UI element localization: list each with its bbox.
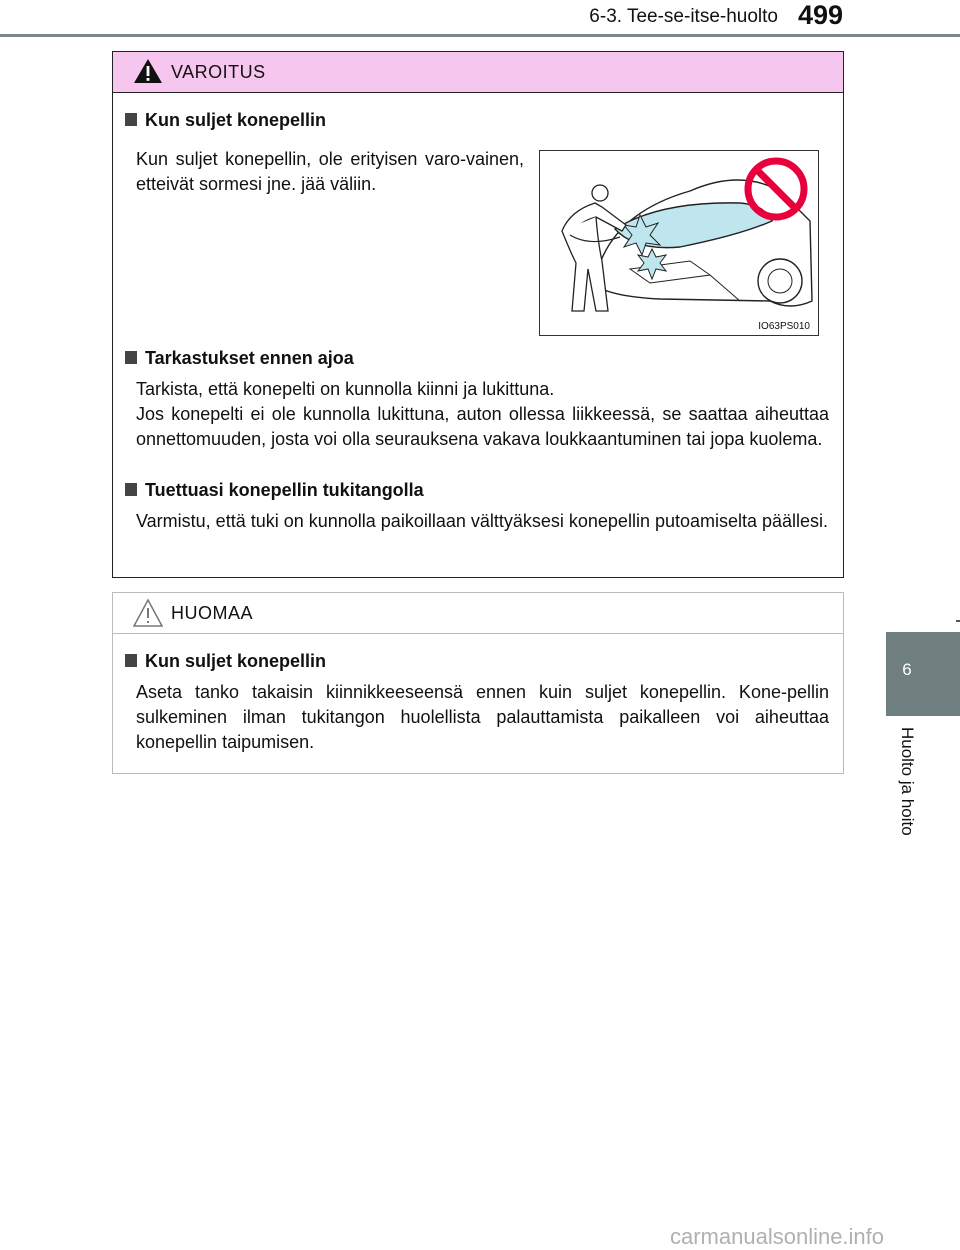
section-title: 6-3. Tee-se-itse-huolto (589, 6, 778, 27)
caution-outline-icon (133, 598, 163, 628)
warning-item-text: Tarkista, että konepelti on kunnolla kiinni ja lukittuna. (136, 379, 555, 399)
bullet-square-icon (125, 113, 137, 126)
illustration-code: IO63PS010 (758, 321, 810, 332)
bullet-square-icon (125, 654, 137, 667)
side-tick (956, 620, 960, 622)
warning-header (113, 52, 843, 93)
chapter-number: 6 (902, 660, 912, 679)
hood-closing-illustration (539, 150, 819, 336)
warning-item-heading: Tarkastukset ennen ajoa (125, 348, 354, 369)
notice-header (113, 593, 843, 634)
warning-item-text: Jos konepelti ei ole kunnolla lukittuna, auton ollessa liikkeessä, se saattaa aiheuttaa onnettomuuden, josta voi olla seurauksena vakava loukkaantuminen tai jopa kuolema. (136, 404, 829, 449)
chapter-title: Huolto ja hoito (898, 727, 917, 836)
notice-item-text: Aseta tanko takaisin kiinnikkeeseensä ennen kuin suljet konepellin. Kone-pellin sulkeminen ilman tukitangon huolellista palauttamista paikalleen voi aiheuttaa konepellin taipumisen. (136, 682, 829, 752)
page-number: 499 (798, 0, 844, 30)
page-header (572, 0, 870, 34)
bullet-square-icon (125, 483, 137, 496)
person-closing-hood-figure (540, 151, 818, 335)
warning-title: VAROITUS (171, 62, 266, 82)
notice-title: HUOMAA (171, 603, 254, 623)
header-rule (0, 34, 960, 37)
notice-item-heading: Kun suljet konepellin (125, 651, 326, 672)
warning-item-text: Kun suljet konepellin, ole erityisen varo-vainen, etteivät sormesi jne. jää väliin. (136, 149, 524, 194)
bullet-square-icon (125, 351, 137, 364)
warning-triangle-icon (133, 57, 163, 85)
notice-box (112, 592, 844, 774)
warning-box (112, 51, 844, 578)
watermark: carmanualsonline.info (670, 1224, 885, 1249)
warning-item-text: Varmistu, että tuki on kunnolla paikoillaan välttyäksesi konepellin putoamiselta päällesi. (136, 511, 829, 531)
warning-item-heading: Tuettuasi konepellin tukitangolla (125, 480, 424, 501)
warning-item-heading: Kun suljet konepellin (125, 110, 326, 131)
chapter-tab (886, 632, 960, 716)
